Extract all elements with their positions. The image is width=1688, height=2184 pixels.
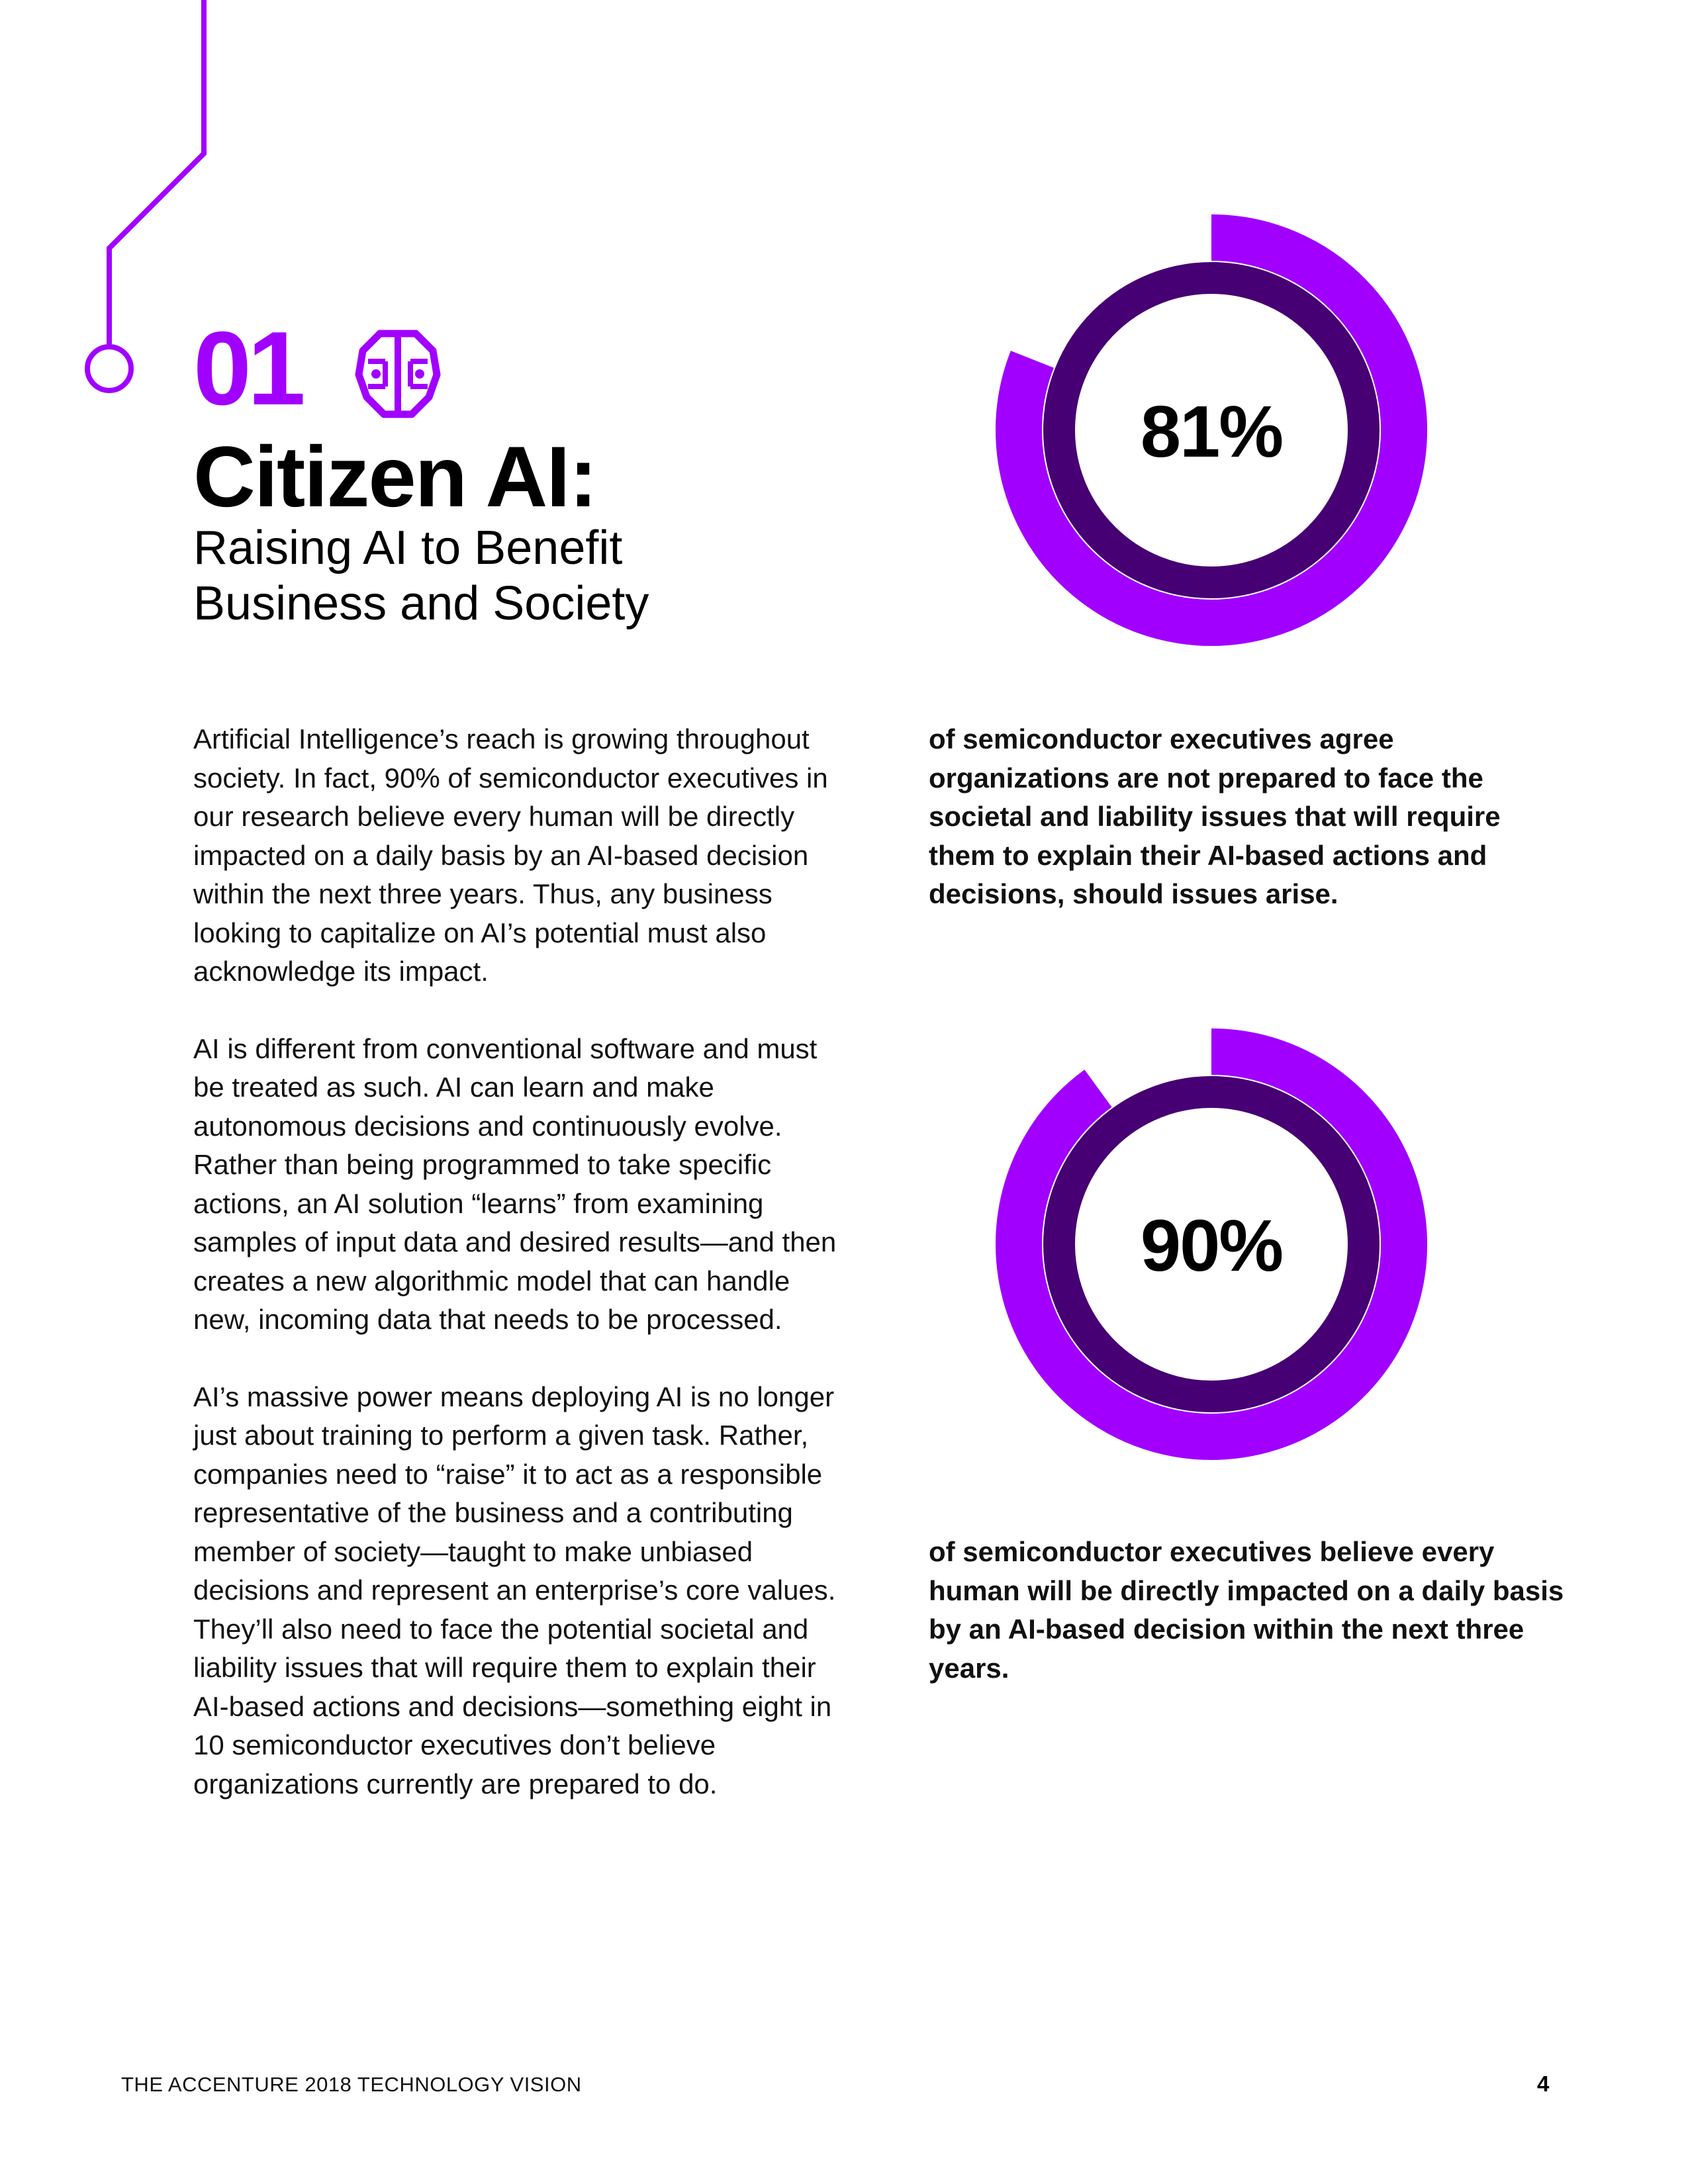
donut-label-81: 81% [1140, 391, 1283, 473]
donut-chart-90 [980, 1013, 1443, 1476]
page-subtitle [193, 520, 789, 631]
donut-chart-81 [980, 199, 1443, 662]
stat-caption-81: of semiconductor executives agree organizations are not prepared to face the societal and liability issues that will require them to explain their AI-based actions and decisions, should issues arise. [929, 723, 1501, 909]
body-paragraph: AI is different from conventional software and must be treated as such. AI can learn and make autonomous decisions and continuously evolve. Rather than being programmed to take specific actions, an AI solution “learns” from examining samples of input data and desired results—and then creates a new algorithmic model that can handle new, incoming data that needs to be processed. [193, 1032, 837, 1335]
body-paragraph: Artificial Intelligence’s reach is growing throughout society. In fact, 90% of semiconductor executives in our research believe every human will be directly impacted on a daily basis by an AI-based decision within the next three years. Thus, any business looking to capitalize on AI’s potential must also acknowledge its impact. [193, 723, 828, 987]
brain-circuit-icon [355, 328, 441, 420]
body-column [193, 720, 842, 1842]
subtitle-line-2: Business and Society [193, 577, 649, 630]
stat-caption-90: of semiconductor executives believe every human will be directly impacted on a daily basis by an AI-based decision within the next three years. [929, 1536, 1564, 1684]
subtitle-line-1: Raising AI to Benefit [193, 522, 623, 574]
donut-label-90: 90% [1140, 1205, 1283, 1287]
section-number: 01 [193, 310, 302, 427]
page-number: 4 [1537, 2071, 1550, 2096]
page-title: Citizen AI: [193, 428, 596, 525]
body-paragraph: AI’s massive power means deploying AI is no longer just about training to perform a given task. Rather, companies need to “raise” it to act as a responsible representative of the business and a contributing member of society—taught to make unbiased decisions and represent an enterprise’s core values. They’ll also need to face the potential societal and liability issues that will require them to explain their AI-based actions and decisions—something eight in 10 semiconductor executives don’t believe organizations currently are prepared to do. [193, 1381, 836, 1799]
footer-publication: THE ACCENTURE 2018 TECHNOLOGY VISION [121, 2073, 582, 2096]
